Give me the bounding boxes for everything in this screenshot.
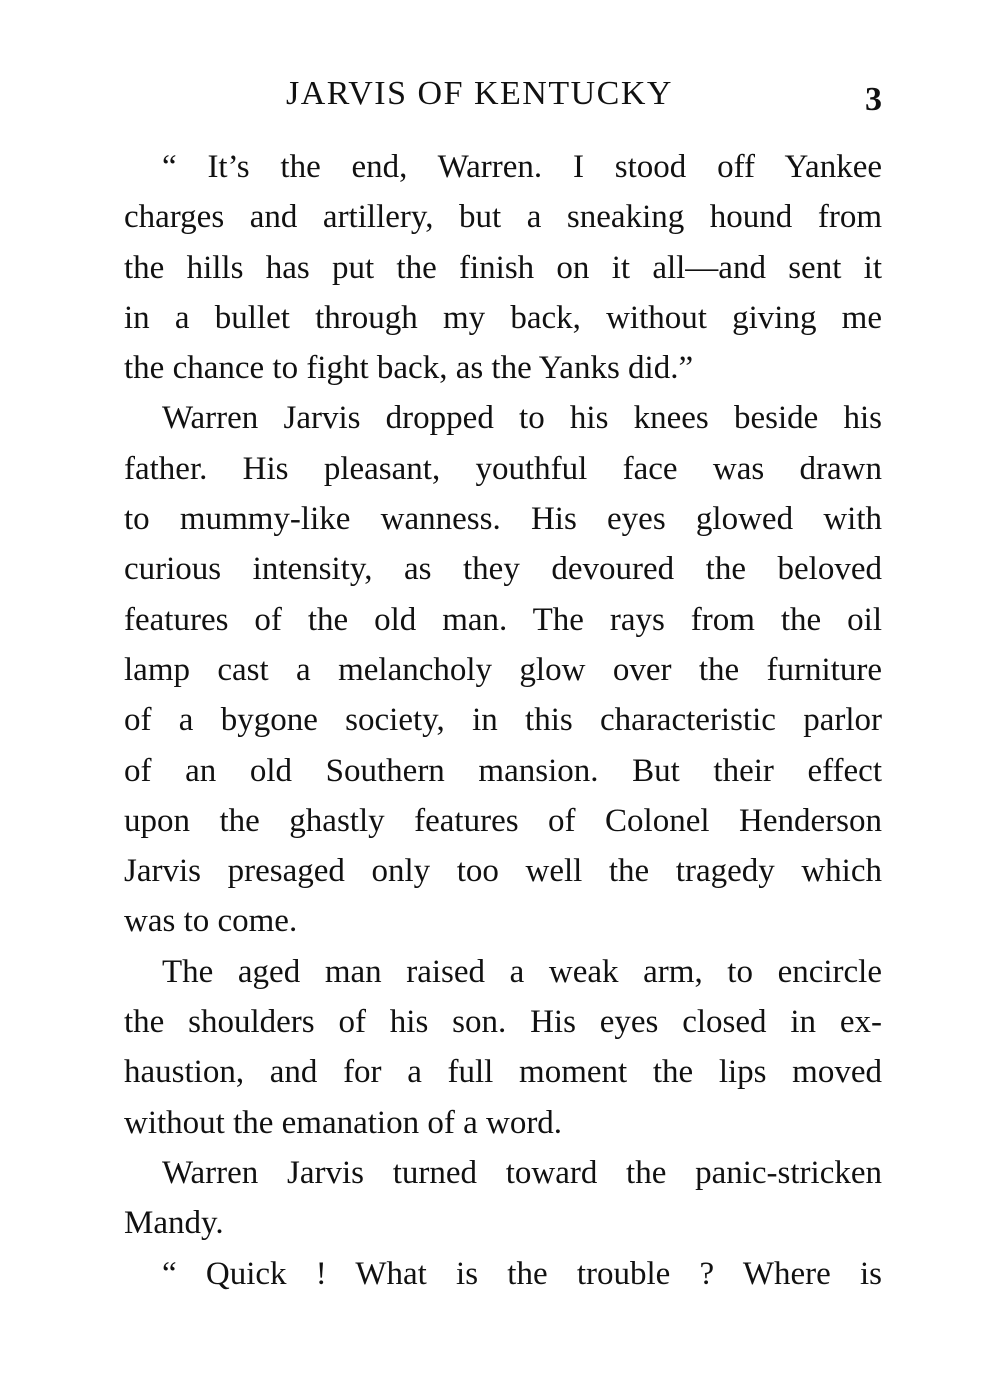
text-line: of a bygone society, in this characteristic parlor bbox=[124, 702, 882, 739]
text-line: “ It’s the end, Warren. I stood off Yankee bbox=[162, 149, 882, 185]
page-header bbox=[124, 72, 882, 122]
text-line: the hills has put the finish on it all—and sent it bbox=[124, 249, 882, 286]
text-line: to mummy-like wanness. His eyes glowed with bbox=[124, 501, 882, 538]
text-line: “ Quick ! What is the trouble ? Where is bbox=[162, 1255, 882, 1292]
paragraph-1 bbox=[124, 142, 882, 393]
text-line: charges and artillery, but a sneaking hound from bbox=[124, 199, 882, 236]
text-line: Warren Jarvis dropped to his knees beside his bbox=[162, 400, 882, 437]
page-number: 3 bbox=[865, 81, 882, 118]
text-line: lamp cast a melancholy glow over the furniture bbox=[124, 651, 882, 688]
text-line: without the emanation of a word. bbox=[124, 1104, 563, 1141]
text-line: was to come. bbox=[124, 903, 298, 940]
text-line: Jarvis presaged only too well the tragedy which bbox=[124, 853, 882, 890]
text-line: curious intensity, as they devoured the beloved bbox=[124, 551, 882, 588]
text-line: The aged man raised a weak arm, to encircle bbox=[162, 953, 882, 990]
paragraph-4 bbox=[124, 1148, 882, 1249]
text-line: Warren Jarvis turned toward the panic-stricken bbox=[162, 1154, 882, 1191]
paragraph-3 bbox=[124, 947, 882, 1148]
text-line: in a bullet through my back, without giving me bbox=[124, 299, 882, 336]
paragraph-2 bbox=[124, 393, 882, 946]
text-line: features of the old man. The rays from the oil bbox=[124, 601, 882, 638]
text-line: father. His pleasant, youthful face was drawn bbox=[124, 450, 882, 487]
paragraph-5 bbox=[124, 1249, 882, 1299]
text-line: haustion, and for a full moment the lips moved bbox=[124, 1054, 882, 1091]
text-line: the shoulders of his son. His eyes closed in ex- bbox=[124, 1004, 882, 1041]
text-line: upon the ghastly features of Colonel Henderson bbox=[124, 802, 882, 839]
text-line: the chance to fight back, as the Yanks did.” bbox=[124, 350, 694, 387]
body-text bbox=[124, 142, 882, 1299]
text-line: Mandy. bbox=[124, 1205, 224, 1242]
running-title: JARVIS OF KENTUCKY bbox=[286, 75, 673, 112]
text-line: of an old Southern mansion. But their effect bbox=[124, 752, 882, 789]
